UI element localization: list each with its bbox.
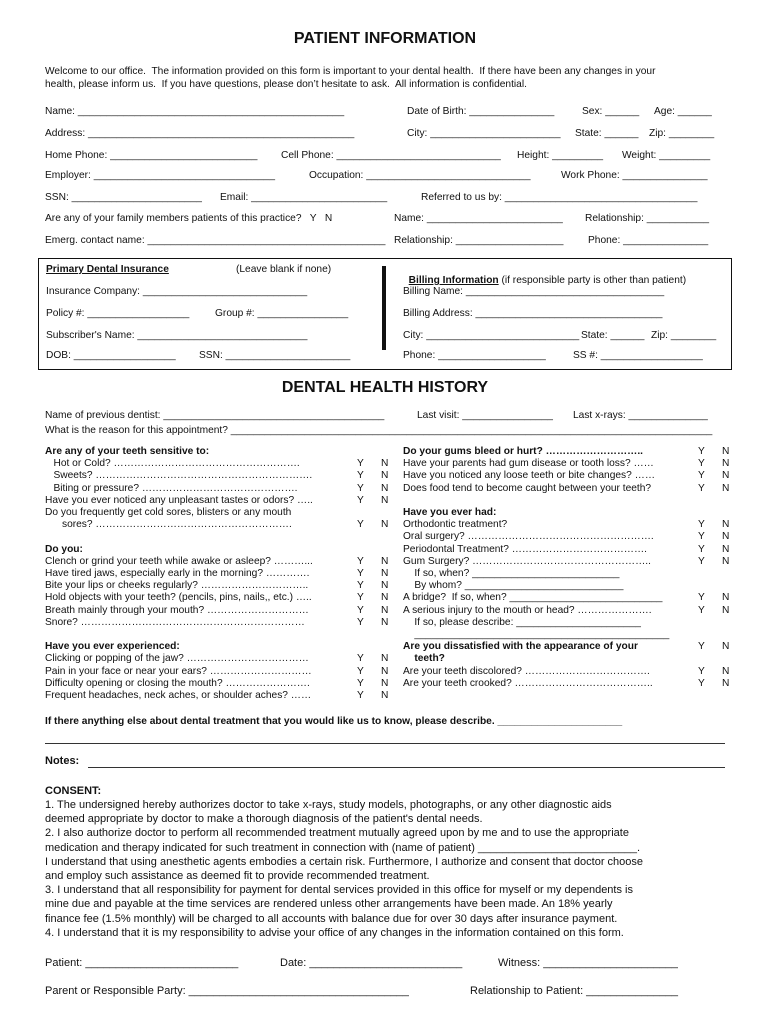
consent-line: deemed appropriate by doctor to make a thorough diagnosis of the patient's dental needs.: [45, 813, 483, 826]
notes-line[interactable]: [88, 767, 725, 768]
billing-heading-label: Billing Information: [408, 275, 499, 286]
left-question: Biting or pressure? ……………………………………….: [45, 482, 298, 494]
state-field[interactable]: State: ______: [575, 128, 639, 139]
left-question: Do you:: [45, 543, 83, 555]
right-question: Do your gums bleed or hurt? ………………………..: [403, 446, 643, 457]
email-field[interactable]: Email: ________________________: [220, 192, 388, 203]
yes-option[interactable]: Y: [357, 604, 364, 616]
no-option[interactable]: N: [722, 555, 730, 567]
no-option[interactable]: N: [722, 604, 730, 616]
consent-line: I understand that using anesthetic agents embodies a certain risk. Furthermore, I authorize and consent that doctor choose: [45, 855, 644, 868]
no-option[interactable]: N: [381, 677, 389, 689]
sex-field[interactable]: Sex: ______: [582, 106, 640, 117]
intro-line-1: Welcome to our office. The information provided on this form is important to your dental health. If there have been any changes in your: [45, 66, 656, 77]
right-question: teeth?: [403, 653, 445, 665]
witness-field[interactable]: Witness: ______________________: [498, 957, 678, 969]
no-option[interactable]: N: [381, 519, 389, 531]
no-option[interactable]: N: [722, 519, 730, 531]
billing-state-field[interactable]: State: ______: [581, 330, 645, 341]
billing-zip-field[interactable]: Zip: ________: [651, 330, 717, 341]
emergency-contact-field[interactable]: Emerg. contact name: __________________________________________: [45, 235, 386, 246]
left-question: Difficulty opening or closing the mouth? …………………….: [45, 677, 310, 689]
policy-field[interactable]: Policy #: __________________: [46, 308, 190, 319]
consent-line: medication and therapy indicated for such treatment in connection with (name of patient) __________________________.: [45, 841, 641, 854]
right-question: Are you dissatisfied with the appearance of your: [403, 641, 638, 653]
no-option[interactable]: N: [381, 470, 389, 482]
subscriber-ssn-field[interactable]: SSN: ______________________: [199, 350, 351, 361]
address-field[interactable]: Address: _______________________________________________: [45, 128, 355, 139]
yes-option[interactable]: Y: [698, 592, 705, 604]
billing-city-field[interactable]: City: ___________________________: [403, 330, 580, 341]
right-question: Does food tend to become caught between your teeth?: [403, 482, 652, 494]
no-option[interactable]: N: [381, 555, 389, 567]
page-title: PATIENT INFORMATION: [293, 30, 477, 47]
right-question: A serious injury to the mouth or head? ………………….: [403, 604, 652, 616]
appointment-reason-field[interactable]: What is the reason for this appointment? _____________________________________________________________________________________: [45, 425, 713, 436]
billing-ss-field[interactable]: SS #: __________________: [573, 350, 703, 361]
yes-option[interactable]: Y: [698, 677, 705, 689]
cell-phone-field[interactable]: Cell Phone: _____________________________: [281, 150, 501, 161]
left-question: Are any of your teeth sensitive to:: [45, 446, 210, 457]
date-field[interactable]: Date: _________________________: [280, 957, 463, 969]
billing-heading-note: (if responsible party is other than patient): [498, 275, 687, 286]
left-question: Clicking or popping of the jaw? ………………………………: [45, 653, 309, 665]
no-option[interactable]: N: [722, 592, 730, 604]
yes-option[interactable]: Y: [698, 665, 705, 677]
no-option[interactable]: N: [381, 482, 389, 494]
no-option[interactable]: N: [381, 665, 389, 677]
right-question: Have your parents had gum disease or tooth loss? ……: [403, 458, 654, 470]
consent-line: and employ such assistance as deemed fit to provide recommended treatment.: [45, 870, 430, 882]
no-option[interactable]: N: [381, 494, 389, 506]
work-phone-field[interactable]: Work Phone: _______________: [561, 170, 708, 181]
description-line[interactable]: [45, 743, 725, 744]
insurance-company-field[interactable]: Insurance Company: _____________________________: [46, 286, 308, 297]
group-field[interactable]: Group #: ________________: [215, 308, 349, 319]
left-question: Bite your lips or cheeks regularly? …………………………..: [45, 580, 309, 592]
billing-phone-field[interactable]: Phone: ___________________: [403, 350, 546, 361]
left-question: Have you ever noticed any unpleasant tastes or odors? …..: [45, 494, 313, 506]
weight-field[interactable]: Weight: _________: [622, 150, 711, 161]
height-field[interactable]: Height: _________: [517, 150, 604, 161]
dental-history-title: DENTAL HEALTH HISTORY: [281, 379, 489, 396]
yes-option[interactable]: Y: [357, 568, 364, 579]
consent-line: 2. I also authorize doctor to perform all recommended treatment mutually agreed upon by me and to use the appropriate: [45, 827, 629, 840]
patient-signature-field[interactable]: Patient: _________________________: [45, 957, 239, 969]
primary-insurance-note: (Leave blank if none): [236, 264, 332, 275]
subscriber-dob-field[interactable]: DOB: __________________: [46, 350, 176, 361]
no-option[interactable]: N: [381, 592, 389, 604]
right-question: Have you ever had:: [403, 507, 497, 518]
right-question: By whom? ____________________________: [403, 580, 624, 592]
no-option[interactable]: N: [722, 677, 730, 689]
anything-else-field[interactable]: If there anything else about dental treatment that you would like us to know, please describe. ______________________: [45, 716, 623, 727]
emergency-phone-field[interactable]: Phone: _______________: [588, 235, 709, 246]
home-phone-field[interactable]: Home Phone: __________________________: [45, 150, 258, 161]
no-option[interactable]: N: [722, 665, 730, 677]
right-question: Oral surgery? ……………………………………………….: [403, 531, 654, 543]
family-question[interactable]: Are any of your family members patients of this practice? Y N: [45, 213, 333, 224]
consent-line: 4. I understand that it is my responsibility to advise your office of any changes in the information contained on this form.: [45, 926, 624, 939]
billing-address-field[interactable]: Billing Address: _________________________________: [403, 308, 663, 319]
yes-option[interactable]: Y: [698, 446, 705, 457]
right-question: If so, please describe: ______________________: [403, 616, 641, 628]
no-option[interactable]: N: [381, 580, 389, 592]
no-option[interactable]: N: [381, 616, 389, 628]
left-question: Clench or grind your teeth while awake or asleep? ………...: [45, 555, 313, 567]
employer-field[interactable]: Employer: ________________________________: [45, 170, 275, 181]
no-option[interactable]: N: [722, 446, 730, 457]
left-question: Do you frequently get cold sores, blisters or any mouth: [45, 507, 292, 518]
notes-label: Notes:: [45, 755, 80, 767]
yes-option[interactable]: Y: [698, 470, 705, 482]
no-option[interactable]: N: [722, 470, 730, 482]
parent-signature-field[interactable]: Parent or Responsible Party: ____________________________________: [45, 985, 409, 997]
family-relationship-field[interactable]: Relationship: ___________: [585, 213, 710, 224]
left-question: Have tired jaws, especially early in the morning? ………….: [45, 568, 310, 579]
consent-heading: CONSENT:: [45, 785, 102, 797]
consent-line: mine due and payable at the time services are rendered unless other arrangements have been made. An 18% yearly: [45, 898, 613, 911]
yes-option[interactable]: Y: [357, 690, 364, 701]
last-xrays-field[interactable]: Last x-rays: ______________: [573, 410, 708, 421]
consent-line: 1. The undersigned hereby authorizes doctor to take x-rays, study models, photographs, or any other diagnostic aids: [45, 799, 612, 811]
right-question: Are your teeth crooked? …………………………………..: [403, 677, 653, 689]
city-field[interactable]: City: _______________________: [407, 128, 561, 139]
yes-option[interactable]: Y: [698, 604, 705, 616]
no-option[interactable]: N: [722, 531, 730, 543]
billing-name-field[interactable]: Billing Name: ___________________________________: [403, 286, 665, 297]
right-question: Periodontal Treatment? ………………………………….: [403, 543, 647, 555]
subscriber-name-field[interactable]: Subscriber's Name: ______________________________: [46, 330, 308, 341]
name-field[interactable]: Name: _______________________________________________: [45, 106, 345, 117]
occupation-field[interactable]: Occupation: _____________________________: [309, 170, 531, 181]
yes-option[interactable]: Y: [357, 580, 364, 592]
last-visit-field[interactable]: Last visit: ________________: [417, 410, 553, 421]
yes-option[interactable]: Y: [698, 543, 705, 555]
yes-option[interactable]: Y: [357, 653, 364, 665]
consent-line: finance fee (1.5% monthly) will be charged to all accounts with balance due for over 30 days after insurance payment.: [45, 912, 618, 925]
yes-option[interactable]: Y: [357, 519, 364, 531]
no-option[interactable]: N: [722, 543, 730, 555]
right-question: Have you noticed any loose teeth or bite changes? ……: [403, 470, 656, 482]
no-option[interactable]: N: [381, 690, 389, 701]
no-option[interactable]: N: [381, 568, 389, 579]
yes-option[interactable]: Y: [698, 555, 705, 567]
yes-option[interactable]: Y: [357, 592, 364, 604]
left-question: Have you ever experienced:: [45, 641, 180, 653]
yes-option[interactable]: Y: [357, 470, 364, 482]
no-option[interactable]: N: [722, 641, 730, 653]
emergency-relationship-field[interactable]: Relationship: ___________________: [394, 235, 564, 246]
right-question: Orthodontic treatment?: [403, 519, 508, 531]
right-question: _____________________________________________: [403, 629, 670, 640]
left-question: Snore? …………………………………………………………: [45, 616, 305, 628]
yes-option[interactable]: Y: [357, 458, 364, 470]
no-option[interactable]: N: [381, 458, 389, 470]
yes-option[interactable]: Y: [698, 519, 705, 531]
yes-option[interactable]: Y: [357, 494, 364, 506]
no-option[interactable]: N: [381, 604, 389, 616]
left-question: Sweets? ……………………………………………………….: [45, 470, 313, 482]
left-question: Breath mainly through your mouth? …………………………: [45, 604, 309, 616]
intro-line-2: health, please inform us. If you have questions, please don’t hesitate to ask. All information is confidential.: [45, 79, 527, 90]
left-question: Hold objects with your teeth? (pencils, pins, nails,, etc.) …..: [45, 592, 312, 604]
right-question: Gum Surgery? ……………………………………………..: [403, 555, 651, 567]
right-question: A bridge? If so, when? ___________________________: [403, 592, 663, 604]
yes-option[interactable]: Y: [698, 482, 705, 494]
right-question: If so, when? __________________________: [403, 568, 620, 579]
yes-option[interactable]: Y: [698, 458, 705, 470]
dob-field[interactable]: Date of Birth: _______________: [407, 106, 555, 117]
referred-field[interactable]: Referred to us by: __________________________________: [421, 192, 698, 203]
right-question: Are your teeth discolored? ……………………………….: [403, 665, 650, 677]
yes-option[interactable]: Y: [357, 482, 364, 494]
age-field[interactable]: Age: ______: [654, 106, 712, 117]
left-question: Hot or Cold? ……………………………………………….: [45, 458, 300, 470]
consent-line: 3. I understand that all responsibility for payment for dental services provided in this office for myself or my dependents is: [45, 884, 633, 897]
yes-option[interactable]: Y: [357, 677, 364, 689]
previous-dentist-field[interactable]: Name of previous dentist: _______________________________________: [45, 410, 385, 421]
no-option[interactable]: N: [722, 482, 730, 494]
yes-option[interactable]: Y: [357, 665, 364, 677]
yes-option[interactable]: Y: [357, 616, 364, 628]
insurance-divider: [382, 266, 386, 350]
left-question: sores? ………………………………………………….: [45, 519, 292, 531]
yes-option[interactable]: Y: [698, 641, 705, 653]
left-question: Pain in your face or near your ears? …………………………: [45, 665, 312, 677]
ssn-field[interactable]: SSN: _______________________: [45, 192, 202, 203]
left-question: Frequent headaches, neck aches, or shoulder aches? ……: [45, 690, 312, 701]
zip-field[interactable]: Zip: ________: [649, 128, 715, 139]
yes-option[interactable]: Y: [698, 531, 705, 543]
no-option[interactable]: N: [722, 458, 730, 470]
no-option[interactable]: N: [381, 653, 389, 665]
billing-heading: [403, 264, 686, 286]
family-name-field[interactable]: Name: ________________________: [394, 213, 563, 224]
yes-option[interactable]: Y: [357, 555, 364, 567]
relationship-to-patient-field[interactable]: Relationship to Patient: _______________: [470, 985, 678, 997]
primary-insurance-heading: Primary Dental Insurance: [46, 264, 169, 275]
